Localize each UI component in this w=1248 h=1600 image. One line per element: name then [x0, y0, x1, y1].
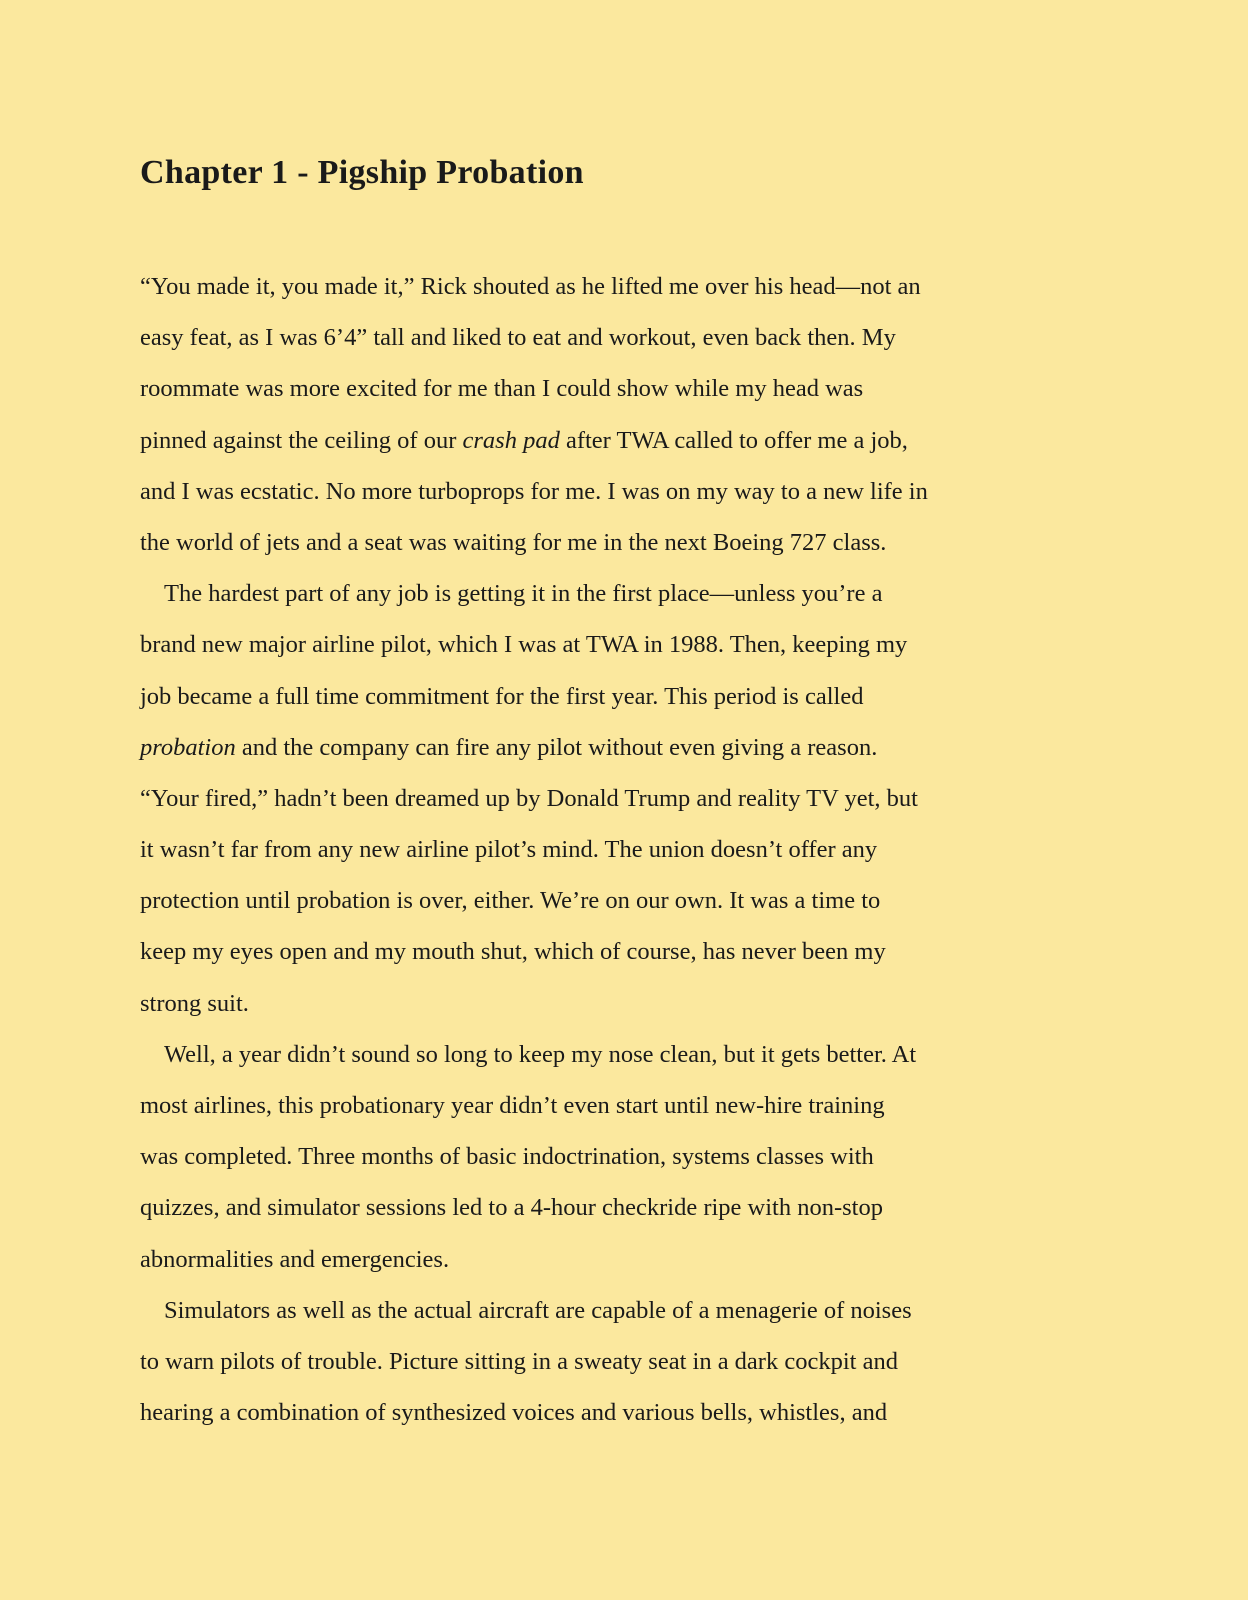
text-line: [140, 261, 1120, 312]
text-line: [140, 1029, 1120, 1080]
paragraph: [140, 568, 1120, 1029]
text-run: Well, a year didn’t sound so long to keep my nose clean, but it gets better. At: [164, 1040, 917, 1068]
text-run: “Your fired,” hadn’t been dreamed up by Donald Trump and reality TV yet, but: [140, 784, 918, 812]
text-line: [140, 517, 1120, 568]
italic-term: probation: [140, 733, 236, 761]
text-line: [140, 1336, 1120, 1387]
text-run: was completed. Three months of basic indoctrination, systems classes with: [140, 1143, 874, 1171]
text-line: [140, 1285, 1120, 1336]
text-line: [140, 363, 1120, 414]
text-run: abnormalities and emergencies.: [140, 1245, 450, 1273]
paragraph: [140, 261, 1120, 568]
text-line: [140, 824, 1120, 875]
text-run: most airlines, this probationary year didn’t even start until new-hire training: [140, 1092, 885, 1119]
text-line: [140, 1182, 1120, 1233]
text-line: [140, 415, 1120, 466]
text-run: protection until probation is over, either. We’re on our own. It was a time to: [140, 887, 881, 915]
text-run: The hardest part of any job is getting it in the first place—unless you’re a: [164, 580, 883, 608]
chapter-body: [140, 261, 1120, 1438]
text-run: and the company can fire any pilot without even giving a reason.: [235, 733, 878, 761]
text-line: [140, 466, 1120, 517]
text-run: roommate was more excited for me than I could show while my head was: [140, 375, 864, 403]
paragraph: [140, 1285, 1120, 1439]
text-run: brand new major airline pilot, which I was at TWA in 1988. Then, keeping my: [140, 631, 908, 659]
text-run: after TWA called to offer me a job,: [559, 426, 908, 454]
text-line: [140, 1387, 1120, 1438]
text-line: [140, 773, 1120, 824]
text-line: [140, 312, 1120, 363]
text-run: strong suit.: [140, 989, 249, 1017]
text-run: hearing a combination of synthesized voices and various bells, whistles, and: [140, 1399, 888, 1427]
text-run: to warn pilots of trouble. Picture sitting in a sweaty seat in a dark cockpit and: [140, 1347, 898, 1375]
text-run: “You made it, you made it,” Rick shouted as he lifted me over his head—not an: [140, 273, 921, 300]
text-run: the world of jets and a seat was waiting for me in the next Boeing 727 class.: [140, 528, 887, 556]
text-line: [140, 568, 1120, 619]
italic-term: crash pad: [462, 426, 560, 454]
text-line: [140, 619, 1120, 670]
paragraph: [140, 1029, 1120, 1285]
text-line: [140, 1080, 1120, 1131]
text-run: quizzes, and simulator sessions led to a 4-hour checkride ripe with non-stop: [140, 1194, 883, 1222]
text-line: [140, 978, 1120, 1029]
text-run: it wasn’t far from any new airline pilot’s mind. The union doesn’t offer any: [140, 836, 878, 864]
text-line: [140, 1131, 1120, 1182]
text-line: [140, 926, 1120, 977]
text-run: job became a full time commitment for the first year. This period is called: [140, 682, 864, 710]
text-line: [140, 722, 1120, 773]
text-run: keep my eyes open and my mouth shut, which of course, has never been my: [140, 938, 886, 966]
text-run: easy feat, as I was 6’4” tall and liked to eat and workout, even back then. My: [140, 324, 896, 352]
chapter-title: Chapter 1 - Pigship Probation: [140, 154, 584, 191]
text-line: [140, 671, 1120, 722]
text-run: and I was ecstatic. No more turboprops for me. I was on my way to a new life in: [140, 477, 928, 505]
text-run: pinned against the ceiling of our: [140, 426, 463, 454]
text-line: [140, 875, 1120, 926]
text-line: [140, 1234, 1120, 1285]
text-run: Simulators as well as the actual aircraft are capable of a menagerie of noises: [164, 1296, 912, 1324]
